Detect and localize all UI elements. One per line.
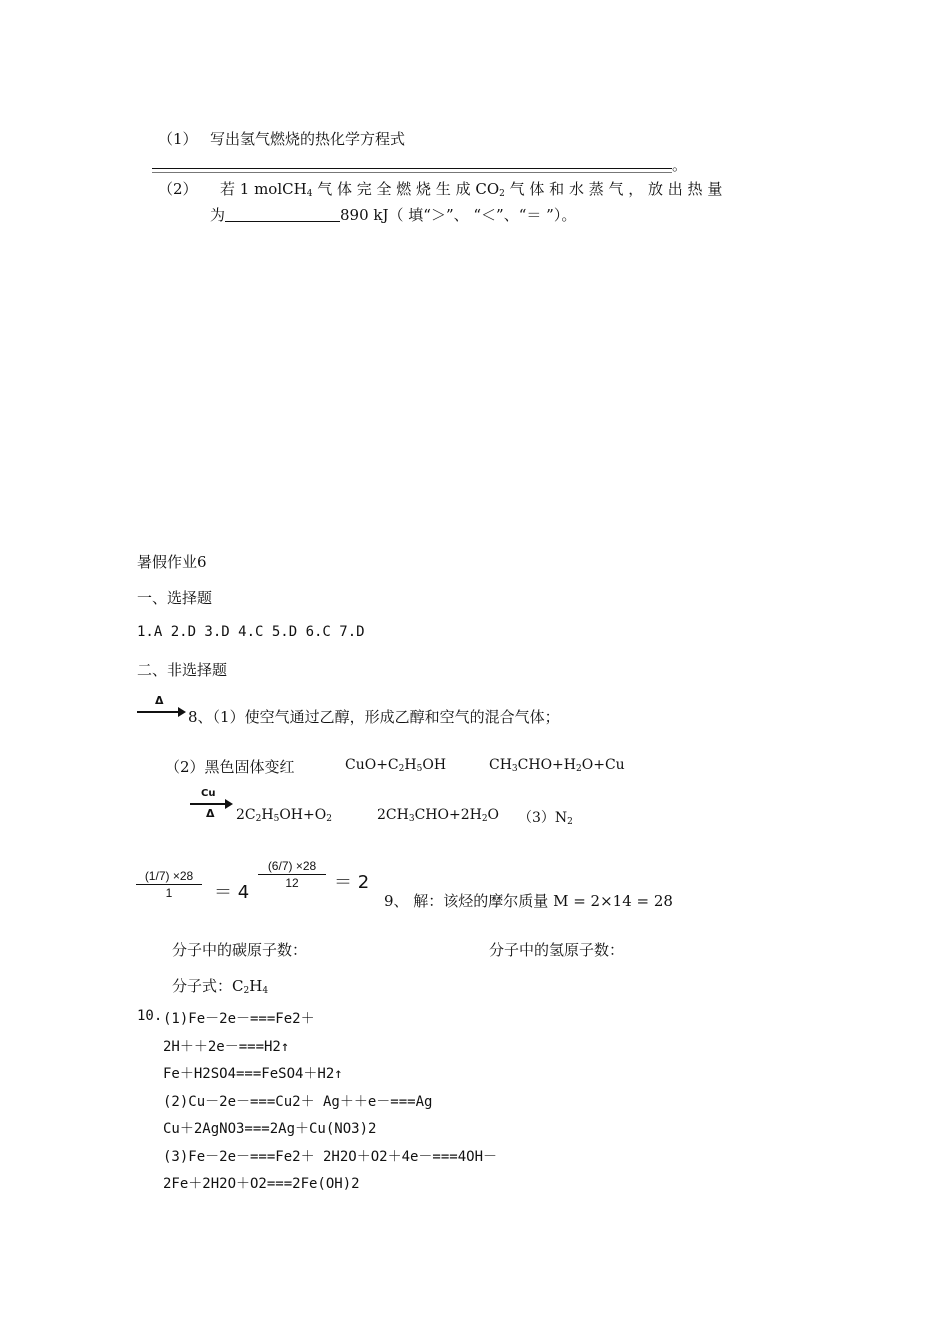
subscript: 3 xyxy=(408,814,415,824)
q2-line1-b: 气 体 完 全 燃 烧 生 成 CO xyxy=(312,180,500,198)
q9-solution: 9、 解：该烃的摩尔质量 M = 2×14 = 28 xyxy=(384,892,673,910)
subscript: 2 xyxy=(567,817,573,827)
delta-label: Δ xyxy=(155,694,164,707)
q1-text: 写出氢气燃烧的热化学方程式 xyxy=(210,130,406,148)
subscript: 2 xyxy=(255,814,262,824)
text-part: CHO+2H xyxy=(414,807,482,823)
fraction-denominator: 12 xyxy=(285,876,299,890)
q10-line: (3)Fe－2e－===Fe2＋ 2H2O＋O2＋4e－===4OH－ xyxy=(163,1149,498,1165)
text-part: H xyxy=(249,977,263,995)
text-part: H xyxy=(404,757,417,773)
q2-line1-a: 若 1 molCH xyxy=(220,180,307,198)
q2-number: （2） xyxy=(158,180,198,198)
q2-answer-blank xyxy=(225,207,340,222)
q10-line: Fe＋H2SO4===FeSO4＋H2↑ xyxy=(163,1066,343,1082)
q8-line1: 8、（1）使空气通过乙醇，形成乙醇和空气的混合气体； xyxy=(188,708,560,726)
q8-reactants-1 xyxy=(345,757,446,774)
text-part: OH+O xyxy=(279,807,327,823)
fraction-denominator: 1 xyxy=(165,886,173,900)
arrow-head-1 xyxy=(178,707,186,717)
q2-sub1: 4 xyxy=(306,189,313,199)
text-part: O+Cu xyxy=(581,757,625,773)
q2-line1 xyxy=(220,178,722,199)
equals-4: ＝ 4 xyxy=(214,882,250,903)
text-part: CH xyxy=(489,757,512,773)
q8-part3 xyxy=(518,807,573,827)
subscript: 5 xyxy=(416,764,423,774)
q10-line: (1)Fe－2e－===Fe2＋ xyxy=(163,1011,315,1027)
q1-end-mark: 。 xyxy=(672,156,688,174)
reaction-arrow-2 xyxy=(190,803,226,805)
q10-number: 10. xyxy=(137,1008,163,1024)
text-part: O xyxy=(487,807,500,823)
text-part: CuO+C xyxy=(345,757,399,773)
equals-2: ＝ 2 xyxy=(334,872,370,893)
text-part: 2C xyxy=(236,807,256,823)
text-part: 分子式：C xyxy=(172,977,244,995)
molecular-formula xyxy=(172,975,268,996)
subscript: 2 xyxy=(576,764,582,774)
q2-line2-b: 890 kJ（ 填“＞”、 “＜”、“＝ ”）。 xyxy=(340,206,577,224)
text-part: H xyxy=(261,807,274,823)
section-choice-title: 一、选择题 xyxy=(137,589,213,607)
text-part: 2CH xyxy=(377,807,409,823)
fraction-numerator: (6/7) ×28 xyxy=(267,859,317,873)
q8-reactants-2 xyxy=(236,807,332,824)
subscript: 3 xyxy=(511,764,518,774)
subscript: 2 xyxy=(326,814,332,824)
divider xyxy=(152,172,672,173)
q1-answer-blank xyxy=(152,168,672,169)
catalyst-label: Cu xyxy=(201,788,216,799)
q2-line2-a: 为 xyxy=(210,206,226,224)
arrow-head-2 xyxy=(225,799,233,809)
subscript: 4 xyxy=(262,986,269,996)
q2-line2 xyxy=(210,204,576,225)
subscript: 5 xyxy=(273,814,280,824)
text-part: OH xyxy=(422,757,447,773)
q1-number: （1） xyxy=(158,130,198,148)
reaction-arrow-1 xyxy=(137,711,179,713)
subscript: 2 xyxy=(481,814,488,824)
q8-observation: （2）黑色固体变红 xyxy=(165,758,295,776)
q10-line: 2H＋＋2e－===H2↑ xyxy=(163,1039,290,1055)
carbon-count-label: 分子中的碳原子数： xyxy=(172,941,308,959)
subscript: 2 xyxy=(398,764,405,774)
homework-title: 暑假作业6 xyxy=(137,553,207,571)
section-nonchoice-title: 二、非选择题 xyxy=(137,661,228,679)
q2-sub2: 2 xyxy=(499,189,505,199)
subscript: 2 xyxy=(243,986,250,996)
hydrogen-count-label: 分子中的氢原子数： xyxy=(489,941,625,959)
q10-line: 2Fe＋2H2O＋O2===2Fe(OH)2 xyxy=(163,1176,360,1192)
text-part: CHO+H xyxy=(517,757,576,773)
fraction-numerator: (1/7) ×28 xyxy=(144,869,194,883)
q10-line: (2)Cu－2e－===Cu2＋ Ag＋＋e－===Ag xyxy=(163,1094,433,1110)
q10-line: Cu＋2AgNO3===2Ag＋Cu(NO3)2 xyxy=(163,1121,377,1137)
q8-products-1 xyxy=(489,757,625,774)
choice-answers: 1.A 2.D 3.D 4.C 5.D 6.C 7.D xyxy=(137,624,365,640)
q2-line1-c: 气 体 和 水 蒸 气 ， 放 出 热 量 xyxy=(504,180,723,198)
fraction-hydrogen xyxy=(258,858,326,891)
text-part: （3）N xyxy=(518,810,568,826)
q8-products-2 xyxy=(377,807,499,824)
delta-label-2: Δ xyxy=(206,807,215,820)
fraction-carbon xyxy=(136,868,202,901)
